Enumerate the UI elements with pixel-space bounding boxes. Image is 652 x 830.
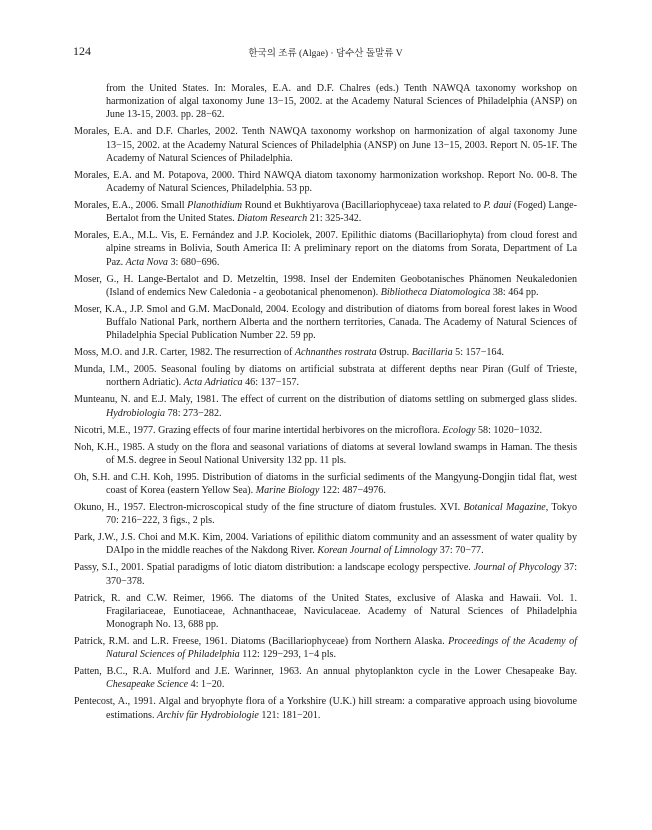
reference-text: from the United States. In: Morales, E.A. and D.F. Chalres (eds.) Tenth NAWQA taxonomy workshop on harmonization of algal taxonomy June 13−15, 2002. at the Academy Natural Sciences of Philadelphia (ANSP) on June 13-15, 2003. pp. 28−62. [106, 83, 577, 121]
reference-text: (Foged) Lange-Bertalot from the United States. [106, 200, 578, 225]
reference-italic-text: Chesapeake Science [106, 679, 189, 691]
reference-text: Passy, S.I., 2001. Spatial paradigms of lotic diatom distribution: a landscape ecology perspective. [74, 562, 474, 574]
reference-entry [74, 273, 577, 299]
reference-text: Moser, G., H. Lange-Bertalot and D. Metzeltin, 1998. Insel der Endemiten Geobotanisches Phänomen Neukaledonien (Island of endemics New Caledonia - a geobotanical phenomenon). [74, 273, 577, 298]
reference-text: Østrup. [376, 347, 412, 359]
reference-text: Pentecost, A., 1991. Algal and bryophyte flora of a Yorkshire (U.K.) hill stream: a comparative approach using biovolume estimations. [74, 696, 577, 721]
reference-italic-text: Marine Biology [255, 485, 320, 497]
reference-text: Morales, E.A., M.L. Vis, E. Fernández and J.P. Kociolek, 2007. Epilithic diatoms (Bacillariophyta) from cloud forest and alpine streams in Bolivia, South America II: A preliminary report on the diatoms from Sorata, Department of La Paz. [74, 230, 577, 268]
reference-italic-text: Botanical Magazine [463, 502, 546, 514]
reference-text: Round et Bukhtiyarova (Bacillariophyceae) taxa related to [242, 200, 484, 212]
reference-entry [74, 501, 577, 527]
reference-italic-text: Planothidium [187, 200, 243, 212]
page-header [73, 44, 578, 60]
reference-entry [74, 531, 577, 557]
reference-italic-text: Bibliotheca Diatomologica [380, 286, 491, 298]
reference-entry [74, 471, 577, 497]
reference-text: 4: 1−20. [188, 679, 225, 691]
reference-text: 21: 325-342. [307, 213, 362, 225]
reference-text: 78: 273−282. [165, 407, 222, 419]
reference-entry [74, 303, 577, 343]
reference-italic-text: Journal of Phycology [473, 562, 562, 574]
reference-text: Noh, K.H., 1985. A study on the flora and seasonal variations of diatoms at several lowland swamps in Haman. The thesis of M.S. degree in Seoul National University 132 pp. 11 pls. [74, 441, 577, 466]
reference-text: 5: 157−164. [452, 347, 505, 359]
reference-text: Morales, E.A. and M. Potapova, 2000. Third NAWQA diatom taxonomy harmonization workshop. Report No. 00-8. The Academy of Natural Sciences, Philadelphia. 53 pp. [74, 169, 577, 195]
reference-italic-text: Proceedings of the Academy of Natural Sciences of Philadelphia [106, 636, 577, 661]
reference-text: Nicotri, M.E., 1977. Grazing effects of four marine intertidal herbivores on the microflora. [74, 424, 443, 436]
reference-text: Patrick, R. and C.W. Reimer, 1966. The diatoms of the United States, exclusive of Alaska and Hawaii. Vol. 1. Fragilariaceae, Eunotiaceae, Achnanthaceae, Naviculaceae. Academy of Natural Sciences of Philadelphia Monograph No. 13, 688 pp. [74, 592, 577, 631]
reference-italic-text: Hydrobiologia [106, 407, 166, 419]
reference-text: 37: 370−378. [106, 562, 577, 587]
reference-italic-text: Acta Nova [125, 256, 168, 268]
reference-text: 38: 464 pp. [490, 286, 539, 298]
reference-italic-text: Acta Adriatica [183, 377, 243, 389]
reference-text: 58: 1020−1032. [475, 424, 543, 436]
running-title: 한국의 조류 (Algae) · 담수산 돌말류 V [248, 49, 403, 59]
reference-entry [74, 393, 577, 419]
reference-text: Park, J.W., J.S. Choi and M.K. Kim, 2004. Variations of epilithic diatom community and an assessment of water quality by DAIpo in the middle reaches of the Nakdong River. [74, 532, 577, 557]
reference-italic-text: P. daui [483, 200, 512, 212]
reference-text: Patrick, R.M. and L.R. Freese, 1961. Diatoms (Bacillariophyceae) from Northern Alaska. [74, 636, 449, 648]
reference-text: Morales, E.A. and D.F. Charles, 2002. Tenth NAWQA taxonomy workshop on harmonization of algal taxonomy June 13−15, 2002. at the Academy Natural Sciences of Philadelphia (ANSP) on June 13−15, 2003. Report N. 05-1F. The Academy of Natural Sciences of Philadelphia. [74, 126, 577, 164]
reference-text: Morales, E.A., 2006. Small [74, 200, 188, 212]
reference-entry [74, 363, 577, 389]
reference-entry [74, 169, 577, 195]
reference-entry [74, 441, 577, 467]
reference-italic-text: Diatom Research [237, 213, 308, 225]
reference-entry [74, 125, 577, 165]
reference-text: Moss, M.O. and J.R. Carter, 1982. The resurrection of [74, 347, 295, 359]
reference-entry [74, 665, 577, 691]
reference-italic-text: Ecology [442, 424, 476, 436]
reference-entry [74, 635, 577, 661]
reference-text: 122: 487−4976. [319, 485, 386, 497]
reference-text: Okuno, H., 1957. Electron-microscopical study of the fine structure of diatom frustules. XVI. [74, 502, 464, 514]
reference-text: 37: 70−77. [437, 545, 484, 557]
reference-entry [74, 592, 577, 632]
reference-text: Patten, B.C., R.A. Mulford and J.E. Warinner, 1963. An annual phytoplankton cycle in the Lower Chesapeake Bay. [74, 666, 577, 678]
reference-entry [74, 695, 577, 721]
reference-italic-text: Archiv für Hydrobiologie [157, 709, 259, 721]
reference-text: Oh, S.H. and C.H. Koh, 1995. Distribution of diatoms in the surficial sediments of the Mangyung-Dongjin tidal flat, west coast of Korea (eastern Yellow Sea). [74, 471, 577, 497]
reference-text: 3: 680−696. [167, 256, 220, 268]
page-number: 124 [73, 44, 91, 58]
reference-italic-text: Korean Journal of Limnology [317, 545, 438, 557]
reference-entry [74, 82, 577, 122]
reference-text: 112: 129−293, 1−4 pls. [239, 649, 336, 661]
reference-text: 121: 181−201. [258, 709, 321, 721]
reference-text: , Tokyo 70: 216−222, 3 figs., 2 pls. [106, 502, 578, 527]
reference-entry [74, 561, 577, 587]
reference-text: 46: 137−157. [242, 377, 300, 389]
reference-italic-text: Achnanthes rostrata [294, 347, 377, 359]
reference-italic-text: Bacillaria [411, 347, 453, 359]
reference-text: Munda, I.M., 2005. Seasonal fouling by diatoms on artificial substrata at different depths near Piran (Gulf of Trieste, northern Adriatic). [74, 364, 577, 389]
reference-entry [74, 424, 577, 437]
reference-entry [74, 346, 577, 359]
reference-list [74, 82, 577, 726]
reference-text: Moser, K.A., J.P. Smol and G.M. MacDonald, 2004. Ecology and distribution of diatoms from boreal forest lakes in Wood Buffalo National Park, northern Alberta and the northern territories, Canada. The Academy of Natural Sciences of Philadelphia Special Publication Number 22. 59 pp. [74, 303, 577, 342]
reference-entry [74, 199, 577, 225]
reference-entry [74, 229, 577, 269]
reference-text: Munteanu, N. and E.J. Maly, 1981. The effect of current on the distribution of diatoms settling on submerged glass slides. [74, 394, 577, 406]
